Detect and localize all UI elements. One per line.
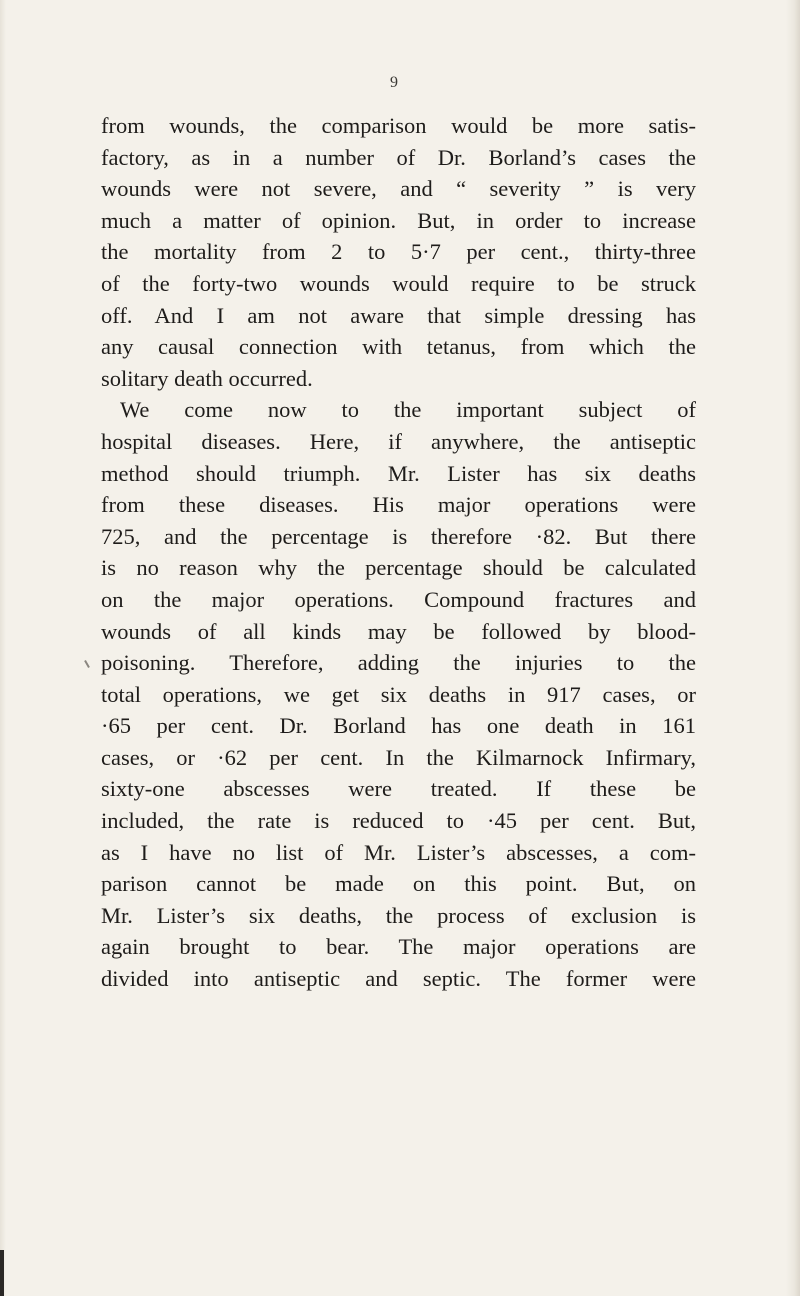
- text-line: wounds of all kinds may be followed by blood-: [101, 618, 696, 644]
- paragraph-start-line: We come now to the important subject of: [120, 397, 696, 423]
- paragraph-end-line: solitary death occurred.: [101, 365, 313, 391]
- text-line: total operations, we get six deaths in 917 cases, or: [101, 681, 696, 707]
- text-line: sixty-one abscesses were treated. If these be: [101, 776, 696, 802]
- text-line: from wounds, the comparison would be more satis-: [101, 113, 696, 138]
- text-line: method should triumph. Mr. Lister has six deaths: [101, 460, 696, 486]
- text-line: hospital diseases. Here, if anywhere, the antiseptic: [101, 428, 696, 454]
- text-line: poisoning. Therefore, adding the injuries to the: [101, 650, 696, 676]
- text-line: any causal connection with tetanus, from which the: [101, 334, 696, 360]
- text-line: of the forty-two wounds would require to be struck: [101, 270, 696, 296]
- text-line: parison cannot be made on this point. But, on: [101, 871, 696, 897]
- page-edge-right: [786, 0, 800, 1296]
- text-line: 725, and the percentage is therefore ·82. But there: [101, 523, 696, 549]
- text-line: from these diseases. His major operations were: [101, 492, 696, 518]
- page-edge-left: [0, 0, 6, 1296]
- text-line: ·65 per cent. Dr. Borland has one death in 161: [101, 713, 696, 739]
- text-line: the mortality from 2 to 5·7 per cent., thirty-three: [101, 239, 696, 265]
- text-line: factory, as in a number of Dr. Borland’s cases the: [101, 144, 696, 170]
- text-line: on the major operations. Compound fractures and: [101, 586, 696, 612]
- text-line: is no reason why the percentage should be calculated: [101, 555, 696, 581]
- text-line: included, the rate is reduced to ·45 per cent. But,: [101, 808, 696, 834]
- body-text: [101, 110, 696, 995]
- scan-margin-mark: [0, 1250, 4, 1296]
- text-line: much a matter of opinion. But, in order to increase: [101, 207, 696, 233]
- text-line: off. And I am not aware that simple dressing has: [101, 302, 696, 328]
- text-line: Mr. Lister’s six deaths, the process of exclusion is: [101, 902, 696, 928]
- page-number: 9: [390, 74, 398, 91]
- text-line: divided into antiseptic and septic. The former were: [101, 966, 696, 992]
- text-line: wounds were not severe, and “ severity ” is very: [101, 176, 696, 202]
- text-line: cases, or ·62 per cent. In the Kilmarnock Infirmary,: [101, 744, 696, 770]
- text-line: again brought to bear. The major operations are: [101, 934, 696, 960]
- margin-speck: [84, 660, 90, 668]
- text-line: as I have no list of Mr. Lister’s abscesses, a com-: [101, 839, 696, 865]
